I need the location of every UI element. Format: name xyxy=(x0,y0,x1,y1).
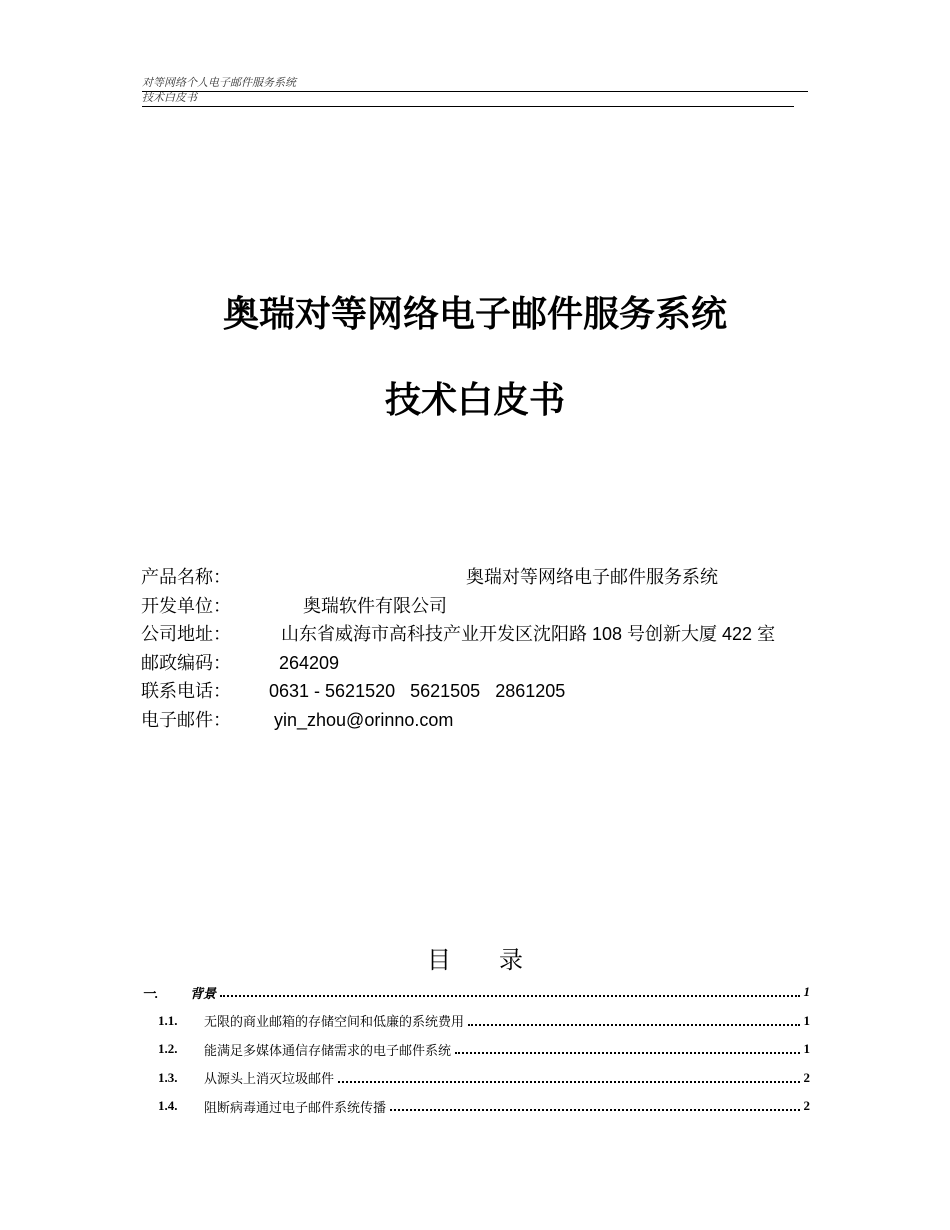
postcode-label: 邮政编码： xyxy=(141,652,231,673)
developer-label: 开发单位： xyxy=(141,595,231,616)
toc-entry-label: 能满足多媒体通信存储需求的电子邮件系统 xyxy=(204,1043,452,1059)
toc-entry-page: 1 xyxy=(803,1012,810,1028)
toc-entry-number: 一. xyxy=(142,985,159,1001)
running-header-subtitle: 技术白皮书 xyxy=(142,91,794,107)
product-info xyxy=(141,563,821,734)
toc-entry-label: 从源头上消灭垃圾邮件 xyxy=(204,1072,335,1088)
toc-entry-page: 1 xyxy=(803,984,810,1000)
toc-entry[interactable] xyxy=(142,1007,810,1036)
toc-entry[interactable] xyxy=(142,1064,810,1093)
toc-entry-page: 1 xyxy=(803,1041,810,1057)
product-label: 产品名称： xyxy=(141,567,231,587)
product-value: 奥瑞对等网络电子邮件服务系统 xyxy=(466,567,718,587)
toc-entry-page: 2 xyxy=(803,1098,810,1114)
toc-entry-page: 2 xyxy=(803,1069,810,1085)
info-row-email xyxy=(141,706,821,735)
document-title: 奥瑞对等网络电子邮件服务系统 xyxy=(222,294,727,335)
toc-entry[interactable] xyxy=(142,978,810,1007)
info-row-phone xyxy=(141,677,821,706)
toc-entry-label: 背景 xyxy=(190,985,217,1001)
toc-entry-number: 1.3. xyxy=(158,1069,178,1085)
toc-entry-number: 1.1. xyxy=(158,1012,178,1028)
info-row-developer xyxy=(141,592,821,621)
email-value[interactable]: yin_zhou@orinno.com xyxy=(274,709,454,730)
toc-heading-char-b: 录 xyxy=(499,946,523,974)
info-row-product xyxy=(141,563,821,592)
toc-dot-leader xyxy=(338,1081,799,1083)
toc-entry-label: 无限的商业邮箱的存储空间和低廉的系统费用 xyxy=(204,1015,465,1031)
info-row-postcode xyxy=(141,649,821,678)
toc-dot-leader xyxy=(220,995,799,997)
running-header-title: 对等网络个人电子邮件服务系统 xyxy=(142,76,808,92)
phone-value: 0631 - 5621520 5621505 2861205 xyxy=(269,681,566,701)
email-label: 电子邮件： xyxy=(141,709,231,730)
table-of-contents xyxy=(142,978,810,1121)
toc-heading xyxy=(0,940,950,975)
phone-label: 联系电话： xyxy=(141,681,231,701)
toc-heading-char-a: 目 xyxy=(427,946,451,974)
toc-dot-leader xyxy=(455,1052,799,1054)
address-label: 公司地址： xyxy=(141,624,231,644)
info-row-address xyxy=(141,620,821,649)
toc-entry-number: 1.4. xyxy=(158,1098,178,1114)
toc-dot-leader xyxy=(390,1109,799,1111)
address-value: 山东省威海市高科技产业开发区沈阳路 108 号创新大厦 422 室 xyxy=(281,624,776,644)
toc-dot-leader xyxy=(468,1024,799,1026)
toc-entry[interactable] xyxy=(142,1035,810,1064)
postcode-value: 264209 xyxy=(279,652,340,673)
toc-entry-number: 1.2. xyxy=(158,1041,178,1057)
toc-entry[interactable] xyxy=(142,1092,810,1121)
toc-entry-label: 阻断病毒通过电子邮件系统传播 xyxy=(204,1100,387,1116)
document-subtitle: 技术白皮书 xyxy=(384,380,565,421)
developer-value: 奥瑞软件有限公司 xyxy=(303,595,447,616)
